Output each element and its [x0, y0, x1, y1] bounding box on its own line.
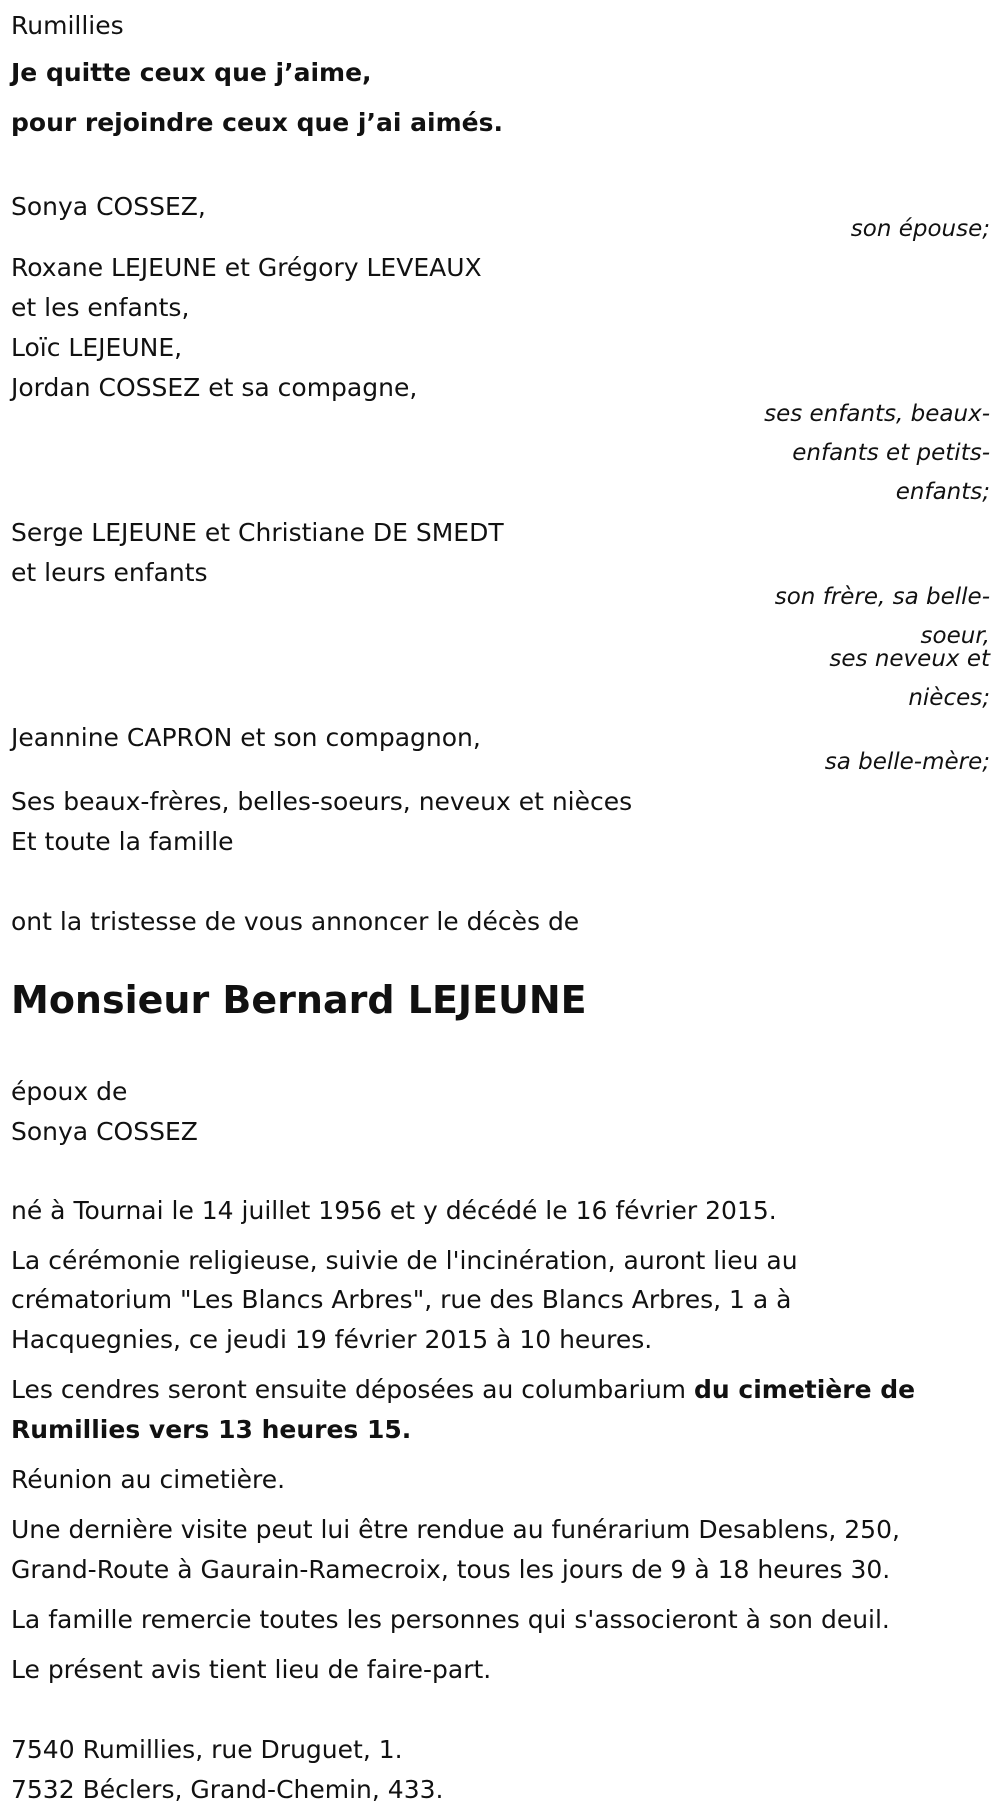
ashes-text: Les cendres seront ensuite déposées au columbarium: [11, 1375, 694, 1404]
children-line-1: Roxane LEJEUNE et Grégory LEVEAUX: [11, 253, 482, 282]
sibling-role-2: soeur,: [920, 623, 990, 649]
mother-in-law: Jeannine CAPRON et son compagnon,: [11, 723, 481, 752]
address-line-1: 7540 Rumillies, rue Druguet, 1.: [11, 1735, 403, 1764]
ashes-line-2: Rumillies vers 13 heures 15.: [11, 1415, 412, 1444]
address-line-2: 7532 Béclers, Grand-Chemin, 433.: [11, 1775, 444, 1804]
announcement-text: ont la tristesse de vous annoncer le décès de: [11, 907, 580, 936]
quote-line-1: Je quitte ceux que j’aime,: [11, 58, 372, 87]
children-line-2: et les enfants,: [11, 293, 190, 322]
sibling-role-1: son frère, sa belle-: [774, 584, 990, 610]
ceremony-line-2: crématorium "Les Blancs Arbres", rue des Blancs Arbres, 1 a à: [11, 1285, 792, 1314]
children-line-4: Jordan COSSEZ et sa compagne,: [11, 373, 418, 402]
children-role-1: ses enfants, beaux-: [764, 401, 990, 427]
sibling-role-3: ses neveux et: [829, 646, 990, 672]
meeting-line: Réunion au cimetière.: [11, 1465, 286, 1494]
children-line-3: Loïc LEJEUNE,: [11, 333, 183, 362]
sibling-line-1: Serge LEJEUNE et Christiane DE SMEDT: [11, 518, 504, 547]
whole-family-line: Et toute la famille: [11, 827, 234, 856]
children-role-3: enfants;: [895, 479, 990, 505]
spouse-name: Sonya COSSEZ,: [11, 192, 206, 221]
sibling-line-2: et leurs enfants: [11, 558, 208, 587]
ceremony-line-1: La cérémonie religieuse, suivie de l'incinération, auront lieu au: [11, 1246, 798, 1275]
thanks-line: La famille remercie toutes les personnes qui s'associeront à son deuil.: [11, 1605, 890, 1634]
ceremony-line-3: Hacquegnies, ce jeudi 19 février 2015 à 10 heures.: [11, 1325, 653, 1354]
mother-in-law-role: sa belle-mère;: [824, 749, 990, 775]
spouse-of-label: époux de: [11, 1077, 128, 1106]
spouse-role: son épouse;: [850, 216, 990, 242]
deceased-name: Monsieur Bernard LEJEUNE: [11, 978, 587, 1022]
ashes-line-1: [11, 1370, 915, 1409]
town-name: Rumillies: [11, 11, 124, 40]
ashes-bold-text: du cimetière de: [693, 1375, 916, 1404]
children-role-2: enfants et petits-: [792, 440, 990, 466]
sibling-role-4: nièces;: [908, 685, 990, 711]
visit-line-2: Grand-Route à Gaurain-Ramecroix, tous les jours de 9 à 18 heures 30.: [11, 1555, 891, 1584]
spouse-of-name: Sonya COSSEZ: [11, 1117, 198, 1146]
in-laws-line: Ses beaux-frères, belles-soeurs, neveux et nièces: [11, 787, 633, 816]
visit-line-1: Une dernière visite peut lui être rendue au funérarium Desablens, 250,: [11, 1515, 900, 1544]
quote-line-2: pour rejoindre ceux que j’ai aimés.: [11, 108, 503, 137]
birth-death-line: né à Tournai le 14 juillet 1956 et y décédé le 16 février 2015.: [11, 1196, 777, 1225]
notice-line: Le présent avis tient lieu de faire-part.: [11, 1655, 492, 1684]
